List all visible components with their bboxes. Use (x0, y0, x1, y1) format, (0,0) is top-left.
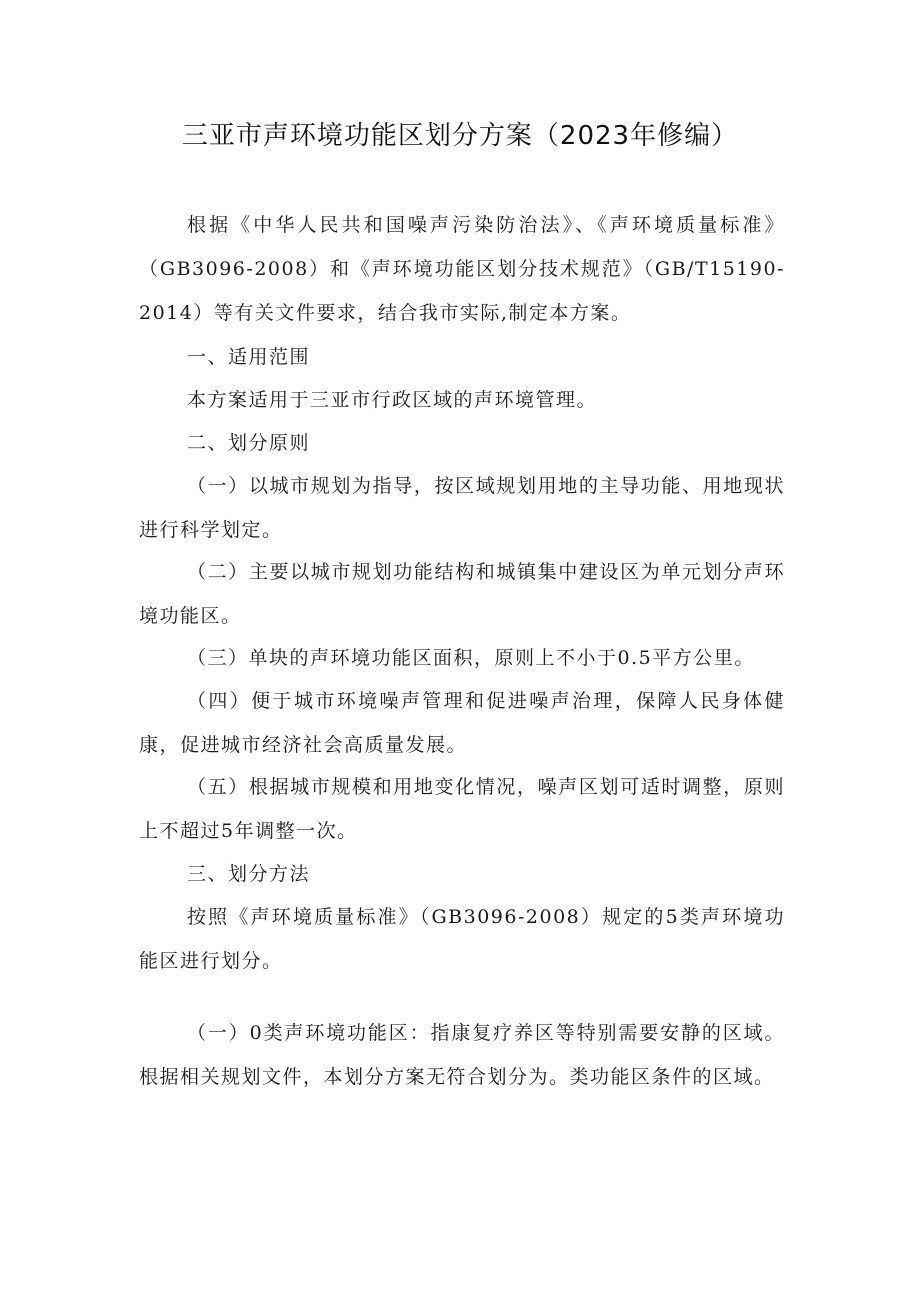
principle-item-5: （五）根据城市规模和用地变化情况，噪声区划可适时调整，原则上不超过5年调整一次。 (139, 776, 785, 842)
section-heading-principles: 二、划分原则 (187, 432, 311, 454)
section-heading-scope: 一、适用范围 (187, 346, 311, 368)
document-title: 三亚市声环境功能区划分方案（2023年修编） (181, 121, 739, 151)
methods-paragraph: 按照《声环境质量标准》（GB3096-2008）规定的5类声环境功能区进行划分。 (139, 906, 785, 972)
section-heading-methods: 三、划分方法 (187, 863, 311, 885)
method-item-1: （一）0类声环境功能区：指康复疗养区等特别需要安静的区域。根据相关规划文件，本划分方案无符合划分为。类功能区条件的区域。 (139, 1022, 785, 1088)
intro-paragraph: 根据《中华人民共和国噪声污染防治法》、《声环境质量标准》（GB3096-2008）和《声环境功能区划分技术规范》（GB/T15190-2014）等有关文件要求，结合我市实际,制定本方案。 (139, 214, 785, 324)
principle-item-3: （三）单块的声环境功能区面积，原则上不小于0.5平方公里。 (187, 647, 755, 669)
principle-item-4: （四）便于城市环境噪声管理和促进噪声治理，保障人民身体健康，促进城市经济社会高质量发展。 (139, 690, 785, 756)
principle-item-2: （二）主要以城市规划功能结构和城镇集中建设区为单元划分声环境功能区。 (139, 561, 785, 627)
scope-paragraph: 本方案适用于三亚市行政区域的声环境管理。 (187, 389, 598, 411)
principle-item-1: （一）以城市规划为指导，按区域规划用地的主导功能、用地现状进行科学划定。 (139, 475, 785, 541)
